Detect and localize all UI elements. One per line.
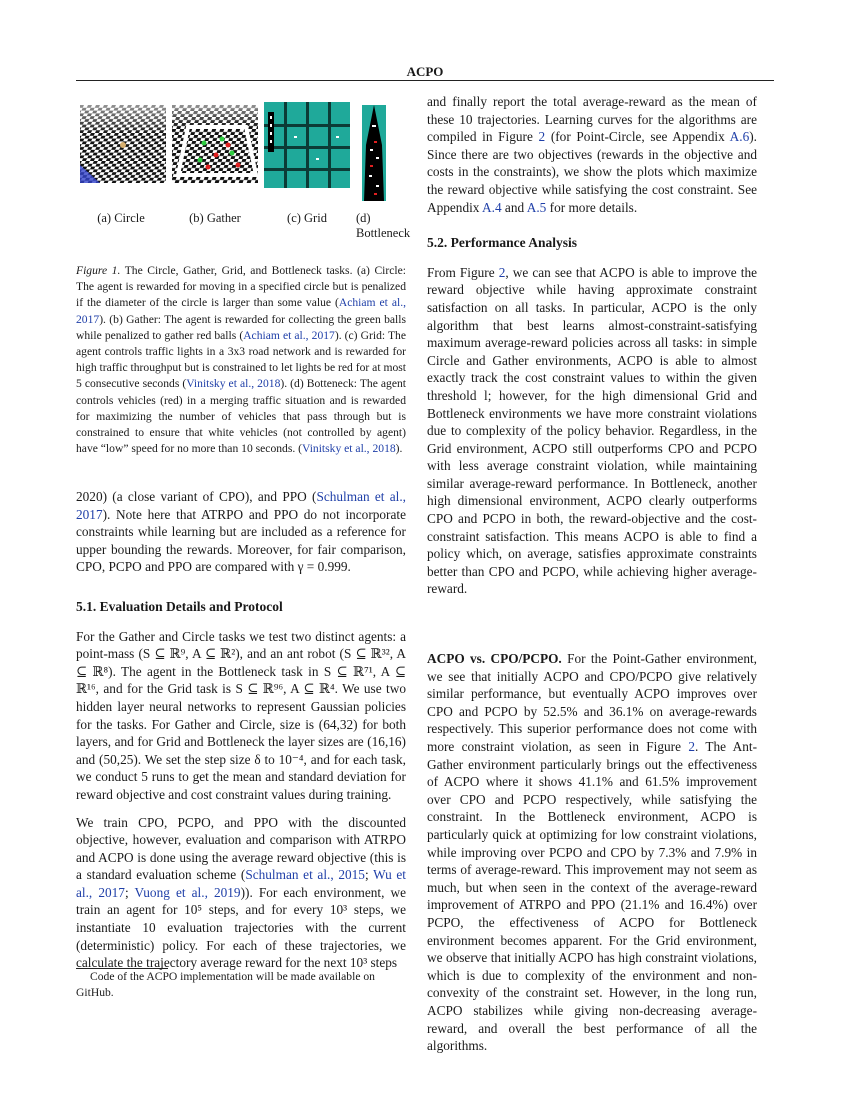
appendix-ref-link[interactable]: A.6	[729, 129, 750, 145]
figure-label: Figure 1.	[76, 264, 121, 277]
paragraph-text: 2020) (a close variant of CPO), and PPO (	[76, 489, 317, 504]
citation-link[interactable]: Schulman et al., 2017	[76, 489, 406, 522]
caption-text: ). (b) Gather: The agent is rewarded for collecting the green balls while penalized to gather red balls (	[76, 312, 406, 342]
figure-ref-link[interactable]: 2	[498, 264, 506, 280]
paragraph-text: For the Point-Gather environment, we see that initially ACPO and CPO/PCPO give relatively similar performance, but eventually ACPO improves over CPO and PCPO by 52.5% and 36.1% on average-rewards respectively. This superior performance does not come with more constraint violation, as seen in Figure	[427, 651, 757, 754]
circle-env-image	[80, 105, 166, 183]
bottleneck-env-image	[362, 105, 386, 201]
paragraph-text: . The Ant-Gather environment particularly brings out the effectiveness of ACPO where it shows 41.1% and 61.5% improvement over CPO and PCPO respectively, while satisfying the constraint. In the Bottleneck environment, ACPO is particularly quick at optimizing for low constraint violations, while improving over PCPO and CPO by 7.3% and 7.9% in terms of average-reward. This improvement may not seem as much, but when seen in the context of the average-reward improvement of ATRPO and PPO (21.1% and 16.4%) over PCPO, the effectiveness of ACPO for Bottleneck environment becomes apparent. For the Grid environment, we observe that initially ACPO has high constraint violations, which is due to complexity of the environment and non-convexity of the constraint set. However, in the long run, ACPO stabilizes while giving non-decreasing average-reward, and overall the best performance of all the algorithms.	[427, 739, 757, 1054]
paragraph-text: ). Since there are two objectives (rewards in the objective and costs in the constraints), we show the plots which maximize the reward objective while satisfying the cost constraint. See Appendix	[427, 129, 758, 215]
paragraph-text: From Figure	[427, 264, 499, 280]
panel-caption-grid: (c) Grid	[287, 211, 327, 225]
paragraph-text: )). For each environment, we train an agent for 10⁵ steps, and for every 10³ steps, we instantiate 10 evaluation trajectories with the current (deterministic) policy. For each of these trajectories, we calculate the trajectory average reward for the next 10³ steps	[76, 884, 406, 971]
right-column	[427, 93, 757, 1065]
citation-link[interactable]: Vinitsky et al., 2018	[302, 442, 396, 456]
citation-link[interactable]: Vinitsky et al., 2018	[186, 377, 281, 391]
appendix-ref-link[interactable]: A.5	[526, 199, 547, 215]
paragraph-text: ;	[364, 867, 374, 883]
panel-gather	[172, 105, 258, 183]
paragraph	[427, 264, 757, 598]
header-rule	[76, 80, 774, 81]
paragraph-text: and finally report the total average-reward as the mean of these 10 trajectories. Learning curves for the algorithms are compiled in Figure	[427, 94, 757, 145]
paragraph-text: ). Note here that ATRPO and PPO do not incorporate constraints while learning but are included as a reference for upper bounding the rewards. Moreover, for fair comparison, CPO, PCPO and PPO are compared with γ = 0.999.	[76, 506, 406, 575]
caption-text: The Circle, Gather, Grid, and Bottleneck tasks. (a) Circle: The agent is rewarded for moving in a specified circle but is penalized if the diameter of the circle is larger than some value (	[76, 264, 406, 310]
figure-1	[76, 105, 411, 255]
paragraph-text: for more details.	[546, 199, 638, 215]
panel-bottleneck	[362, 105, 386, 201]
panel-caption-gather: (b) Gather	[189, 211, 241, 225]
left-column	[76, 488, 406, 982]
citation-link[interactable]: Wu et al., 2017	[76, 867, 406, 900]
paragraph	[427, 650, 757, 1055]
panel-circle	[80, 105, 166, 183]
paragraph	[76, 814, 406, 972]
panel-grid	[264, 102, 350, 188]
citation-link[interactable]: Schulman et al., 2015	[245, 867, 365, 883]
paragraph-text: (for Point-Circle, see Appendix	[545, 129, 730, 145]
caption-text: ).	[395, 442, 403, 456]
paragraph: For the Gather and Circle tasks we test two distinct agents: a point-mass (S ⊆ ℝ⁹, A ⊆ ℝ²), and an ant robot (S ⊆ ℝ³², A ⊆ ℝ⁸). The agent in the Bottleneck task in S ⊆ ℝ⁷¹, A ⊆ ℝ¹⁶, and for the Grid task is S ⊆ ℝ⁹⁶, A ⊆ ℝ⁴. We use two hidden layer neural networks to represent Gaussian policies for the tasks. For Gather and Circle, size is (64,32) for both layers, and for Grid and Bottleneck the layer sizes are (16,16) and (50,25). We set the step size δ to 10⁻⁴, and for each task, we conduct 5 runs to get the mean and standard deviation for reward objective and cost constraint values during training.	[76, 628, 406, 802]
section-heading: 5.2. Performance Analysis	[427, 235, 577, 251]
figure-ref-link[interactable]: 2	[538, 129, 546, 145]
citation-link[interactable]: Achiam et al., 2017	[243, 328, 335, 342]
panel-caption-circle: (a) Circle	[97, 211, 145, 225]
paragraph	[76, 488, 406, 576]
grid-env-image	[264, 102, 350, 188]
section-heading: 5.1. Evaluation Details and Protocol	[76, 598, 283, 614]
paragraph-heading: ACPO vs. CPO/PCPO.	[427, 651, 562, 667]
citation-link[interactable]: Achiam et al., 2017	[76, 296, 407, 326]
citation-link[interactable]: Vuong et al., 2019	[134, 884, 241, 900]
caption-text: ). (d) Botteneck: The agent controls vehicles (red) in a merging traffic situation and is rewarded for maximizing the number of vehicles that pass through but is constrained to ensure that white vehicles (not controlled by agent) have “low” speed for no more than 10 seconds. (	[76, 377, 406, 456]
paragraph-text: , we can see that ACPO is able to improve the reward objective while having approximate constraint satisfaction on all tasks. In particular, ACPO is the only algorithm that best learns almost-constraint-satisfying maximum average-reward policies across all tasks: in simple Circle and Gather environments, ACPO is able to almost exactly track the cost constraint values to within the given threshold l; however, for the high dimensional Grid and Bottleneck environments we have more constraint violations due to complexity of the policy behavior. Regardless, in the Grid environment, ACPO still outperforms CPO and PCPO with less average constraint violation, while maintaining similar average-reward performance. In Bottleneck, another high dimensional environment, ACPO clearly outperforms CPO and PCPO in both, the reward-objective and the cost-constraint satisfaction. This means ACPO is able to find a policy which, on average, satisfies approximate constraints better than CPO and PCPO, while achieving higher average-reward.	[427, 264, 758, 597]
gather-env-image	[172, 105, 258, 183]
footnote: Code of the ACPO implementation will be made available on GitHub.	[76, 970, 375, 999]
appendix-ref-link[interactable]: A.4	[482, 199, 502, 215]
caption-text: ). (c) Grid: The agent controls traffic lights in a 3x3 road network and is rewarded for high traffic throughput but is constrained to let lights be red for at most 5 consecutive seconds (	[76, 328, 406, 391]
running-head: ACPO	[406, 64, 444, 79]
panel-caption-bottleneck: (d) Bottleneck	[356, 211, 411, 240]
paragraph-text: and	[501, 199, 527, 215]
paragraph-text: We train CPO, PCPO, and PPO with the discounted objective, however, evaluation and comparison with ATRPO and ACPO is done using the average reward objective (this is a standard evaluation scheme (	[76, 814, 406, 883]
figure-ref-link[interactable]: 2	[688, 739, 695, 754]
paragraph-text: ;	[124, 884, 135, 900]
figure-caption	[76, 263, 406, 457]
paragraph	[427, 93, 757, 216]
